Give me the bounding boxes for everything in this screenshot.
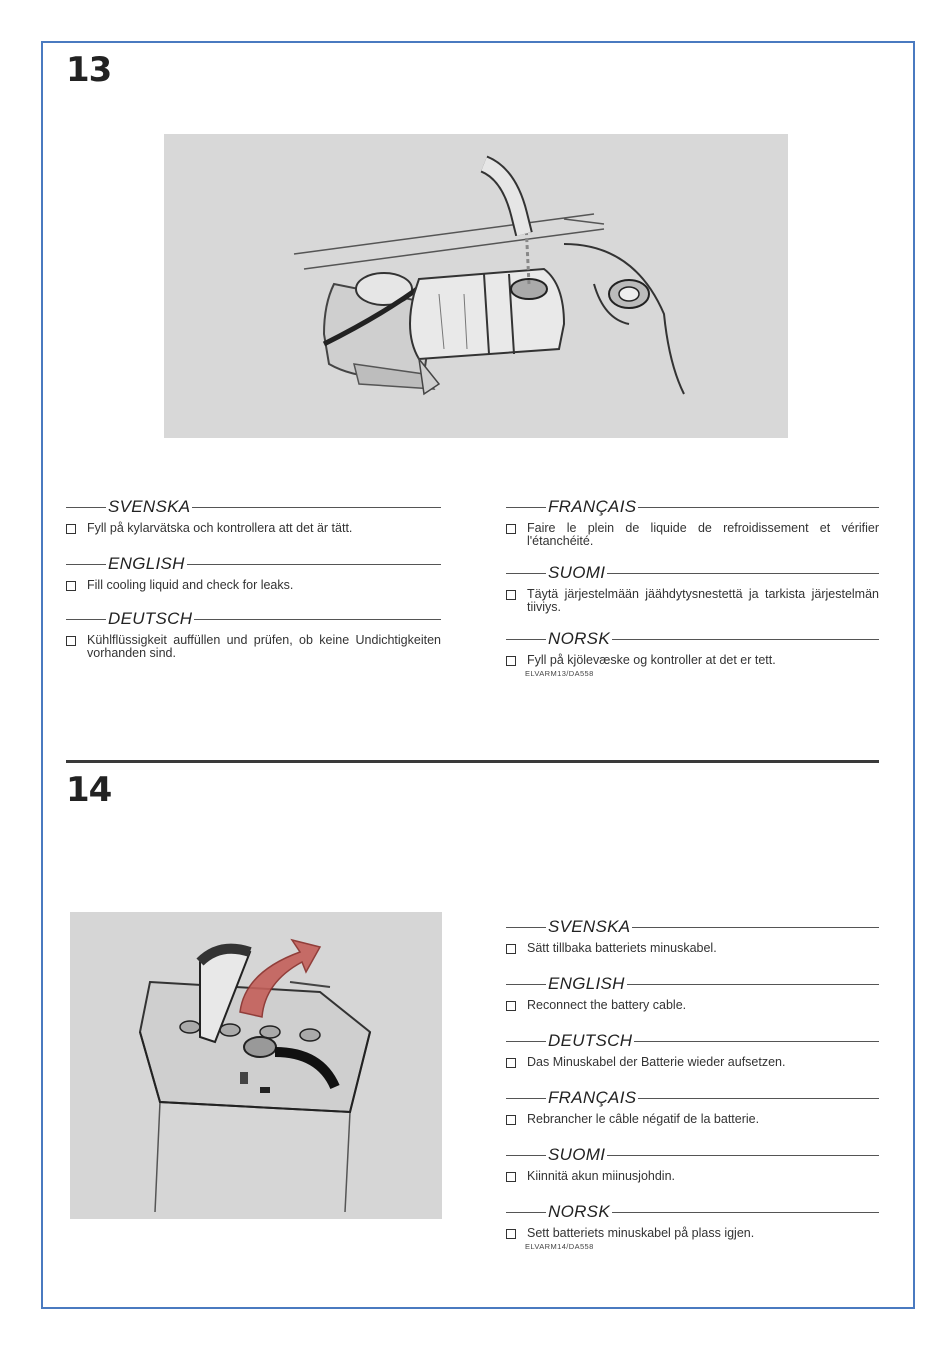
header-rule (506, 1098, 546, 1099)
checkbox-icon (506, 1001, 516, 1011)
header-rule (506, 984, 546, 985)
step13-left-column (66, 496, 441, 674)
instruction-text: Fyll på kylarvätska och kontrollera att det är tätt. (87, 521, 353, 535)
lang-header-svenska (506, 916, 879, 938)
battery-cable-illustration (70, 912, 442, 1219)
lang-header-francais (506, 496, 879, 518)
instruction-text: Sett batteriets minuskabel på plass igjen. (527, 1226, 755, 1240)
header-rule (506, 1212, 546, 1213)
header-rule (66, 507, 106, 508)
lang-header-deutsch (506, 1030, 879, 1052)
instruction-text: Das Minuskabel der Batterie wieder aufsetzen. (527, 1055, 786, 1069)
lang-header-suomi (506, 1144, 879, 1166)
lang-name: ENGLISH (108, 554, 185, 573)
instruction-item (506, 1056, 879, 1069)
instruction-item (506, 588, 879, 614)
lang-name: SUOMI (548, 1145, 606, 1164)
header-rule (506, 573, 546, 574)
checkbox-icon (66, 581, 76, 591)
coolant-refill-drawing (164, 134, 788, 438)
instruction-item (66, 579, 441, 592)
step-number-14: 14 (66, 770, 112, 810)
lang-name: SVENSKA (548, 917, 631, 936)
step13-right-column (506, 496, 879, 678)
header-rule (634, 1041, 879, 1042)
checkbox-icon (506, 1115, 516, 1125)
checkbox-icon (506, 656, 516, 666)
instruction-text: Reconnect the battery cable. (527, 998, 687, 1012)
header-rule (607, 573, 879, 574)
reference-code: ELVARM13/DA558 (525, 669, 594, 678)
lang-header-english (66, 553, 441, 575)
header-rule (638, 507, 879, 508)
checkbox-icon (66, 636, 76, 646)
lang-header-suomi (506, 562, 879, 584)
lang-header-francais (506, 1087, 879, 1109)
header-rule (627, 984, 879, 985)
checkbox-icon (506, 944, 516, 954)
instruction-item (506, 654, 879, 667)
header-rule (66, 564, 106, 565)
lang-name: NORSK (548, 629, 610, 648)
instruction-text: Fill cooling liquid and check for leaks. (87, 578, 294, 592)
lang-name: SUOMI (548, 563, 606, 582)
battery-cable-drawing (70, 912, 442, 1219)
instruction-text: Faire le plein de liquide de refroidissement et vérifier l'étanchéité. (527, 521, 879, 548)
checkbox-icon (506, 1058, 516, 1068)
instruction-text: Rebrancher le câble négatif de la batterie. (527, 1112, 760, 1126)
header-rule (506, 927, 546, 928)
lang-name: ENGLISH (548, 974, 625, 993)
lang-header-svenska (66, 496, 441, 518)
header-rule (506, 1041, 546, 1042)
instruction-item (506, 942, 879, 955)
checkbox-icon (506, 1229, 516, 1239)
header-rule (187, 564, 441, 565)
instruction-item (506, 1113, 879, 1126)
lang-name: DEUTSCH (548, 1031, 633, 1050)
header-rule (66, 619, 106, 620)
checkbox-icon (506, 1172, 516, 1182)
checkbox-icon (506, 524, 516, 534)
instruction-item (506, 1227, 879, 1240)
lang-header-norsk (506, 1201, 879, 1223)
step-number-13: 13 (66, 50, 112, 90)
lang-name: FRANÇAIS (548, 497, 637, 516)
instruction-item (506, 522, 879, 548)
header-rule (506, 507, 546, 508)
header-rule (506, 639, 546, 640)
header-rule (192, 507, 441, 508)
instruction-text: Fyll på kjölevæske og kontroller at det er tett. (527, 653, 776, 667)
lang-name: FRANÇAIS (548, 1088, 637, 1107)
section-divider (66, 760, 879, 763)
instruction-item (66, 634, 441, 660)
header-rule (638, 1098, 879, 1099)
instruction-text: Kiinnitä akun miinusjohdin. (527, 1169, 676, 1183)
lang-name: DEUTSCH (108, 609, 193, 628)
checkbox-icon (506, 590, 516, 600)
instruction-item (66, 522, 441, 535)
lang-name: NORSK (548, 1202, 610, 1221)
instruction-text: Täytä järjestelmään jäähdytysnestettä ja tarkista järjestelmän tiiviys. (527, 587, 879, 614)
lang-header-deutsch (66, 608, 441, 630)
header-rule (607, 1155, 879, 1156)
header-rule (632, 927, 879, 928)
coolant-refill-illustration (164, 134, 788, 438)
step14-right-column (506, 916, 879, 1251)
lang-name: SVENSKA (108, 497, 191, 516)
lang-header-norsk (506, 628, 879, 650)
header-rule (612, 639, 879, 640)
header-rule (506, 1155, 546, 1156)
instruction-text: Sätt tillbaka batteriets minuskabel. (527, 941, 717, 955)
instruction-item (506, 999, 879, 1012)
instruction-item (506, 1170, 879, 1183)
lang-header-english (506, 973, 879, 995)
header-rule (612, 1212, 879, 1213)
instruction-text: Kühlflüssigkeit auffüllen und prüfen, ob keine Undichtigkeiten vorhanden sind. (87, 633, 441, 660)
checkbox-icon (66, 524, 76, 534)
reference-code: ELVARM14/DA558 (525, 1242, 594, 1251)
header-rule (194, 619, 441, 620)
